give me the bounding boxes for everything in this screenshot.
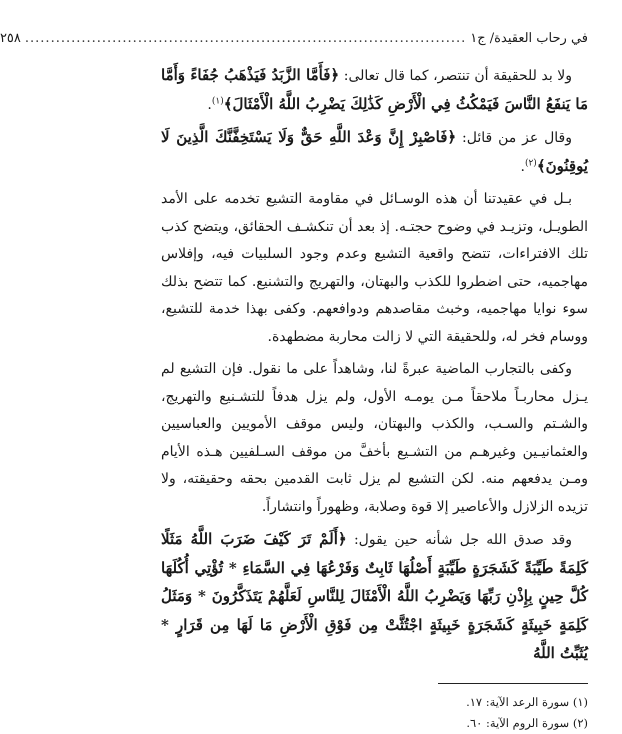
running-title: في رحاب العقيدة/ ج١: [470, 31, 588, 46]
quran-quote: ﴿أَلَمْ تَرَ كَيْفَ ضَرَبَ اللَّهُ مَثَلًا كَلِمَةً طَيِّبَةً كَشَجَرَةٍ طَيِّبَةٍ أَصْلُهَا ثَابِتٌ وَفَرْعُهَا فِي السَّمَاءِ * تُؤْتِي أُكُلَهَا كُلَّ حِينٍ بِإِذْنِ رَبِّهَا وَيَضْرِبُ اللَّهُ الْأَمْثَالَ لِلنَّاسِ لَعَلَّهُمْ يَتَذَكَّرُونَ * وَمَثَلُ كَلِمَةٍ خَبِيثَةٍ كَشَجَرَةٍ خَبِيثَةٍ اجْتُثَّتْ مِن فَوْقِ الْأَرْضِ مَا لَهَا مِن قَرَارٍ * يُثَبِّتُ اللَّهُ: [161, 530, 588, 662]
paragraph-2: [161, 124, 588, 181]
footnote-ref: (١): [211, 95, 224, 106]
page-number: ٢٥٨: [0, 31, 21, 46]
page-header: [0, 30, 588, 48]
quran-quote: ﴿فَأَمَّا الزَّبَدُ فَيَذْهَبُ جُفَاءً وَأَمَّا مَا يَنفَعُ النَّاسَ فَيَمْكُثُ فِي الْأَرْضِ كَذَٰلِكَ يَضْرِبُ اللَّهُ الْأَمْثَالَ﴾: [161, 66, 588, 113]
paragraph-5: [161, 526, 588, 669]
paragraph-text: وقال عز من قائل:: [456, 130, 572, 146]
paragraph-1: [161, 62, 588, 119]
paragraph-text: ولا بد للحقيقة أن تنتصر، كما قال تعالى:: [339, 68, 573, 84]
footnote-separator: [438, 683, 588, 684]
quran-quote: ﴿فَاصْبِرْ إِنَّ وَعْدَ اللَّهِ حَقٌّ وَلَا يَسْتَخِفَّنَّكَ الَّذِينَ لَا يُوقِنُونَ﴾: [161, 128, 588, 175]
footnote-2: (٢) سورة الروم الآية: ٦٠.: [466, 715, 588, 730]
footnotes: [161, 692, 588, 734]
paragraph-text: وكفى بالتجارب الماضية عبرةً لنا، وشاهداً على ما نقول. فإن التشيع لم يـزل محاربـاً ملاحقاً مـن يومـه الأول، ولم يزل هدفاً للتشـنيع والتهريج، والشـتم والسـب، والكذب والبهتان، وليس موقف الأمويين والعباسيين والعثمانيـين وغيرهـم من التشـيع بأخفَّ من موقف السـلفيين هـذه الأيام ومـن يدفعهم منه. لكن التشيع لم يزل ثابت القدمين بحقه وحقيقته، ولا تزيده الزلازل والأعاصير إلا قوة وصلابة، وظهوراً وانتشاراً.: [161, 361, 588, 515]
paragraph-3: [161, 186, 588, 351]
paragraph-tail: .: [207, 96, 212, 113]
paragraph-4: [161, 356, 588, 521]
paragraph-text: وقد صدق الله جل شأنه حين يقول:: [346, 532, 572, 548]
footnote-ref: (٢): [524, 157, 537, 168]
paragraph-text: بـل في عقيدتنا أن هذه الوسـائل في مقاومة التشيع تخدمه على الأمد الطويـل، وتزيـد في وضوح حجتـه. إذ بعد أن تنكشـف الحقائق، ويتضح كذب تلك الافتراءات، تتضح واقعية التشيع وعدم وجود السلبيات فيه، وإفلاس مهاجميه، حتى اضطروا للكذب والبهتان، والتهريج والتشنيع. كما تتضح بذلك سوء نوايا مهاجميه، وخبث مقاصدهم ودوافعهم. وكفى بهذا خدمة للتشيع، ووسام فخر له، وللحقيقة التي لا زالت محاربة مضطهدة.: [161, 191, 588, 345]
footnote-1: (١) سورة الرعد الآية: ١٧.: [466, 694, 588, 709]
paragraph-tail: .: [520, 158, 525, 175]
main-text: [161, 62, 588, 669]
header-dot-leader: ......................................................................................: [24, 31, 467, 46]
